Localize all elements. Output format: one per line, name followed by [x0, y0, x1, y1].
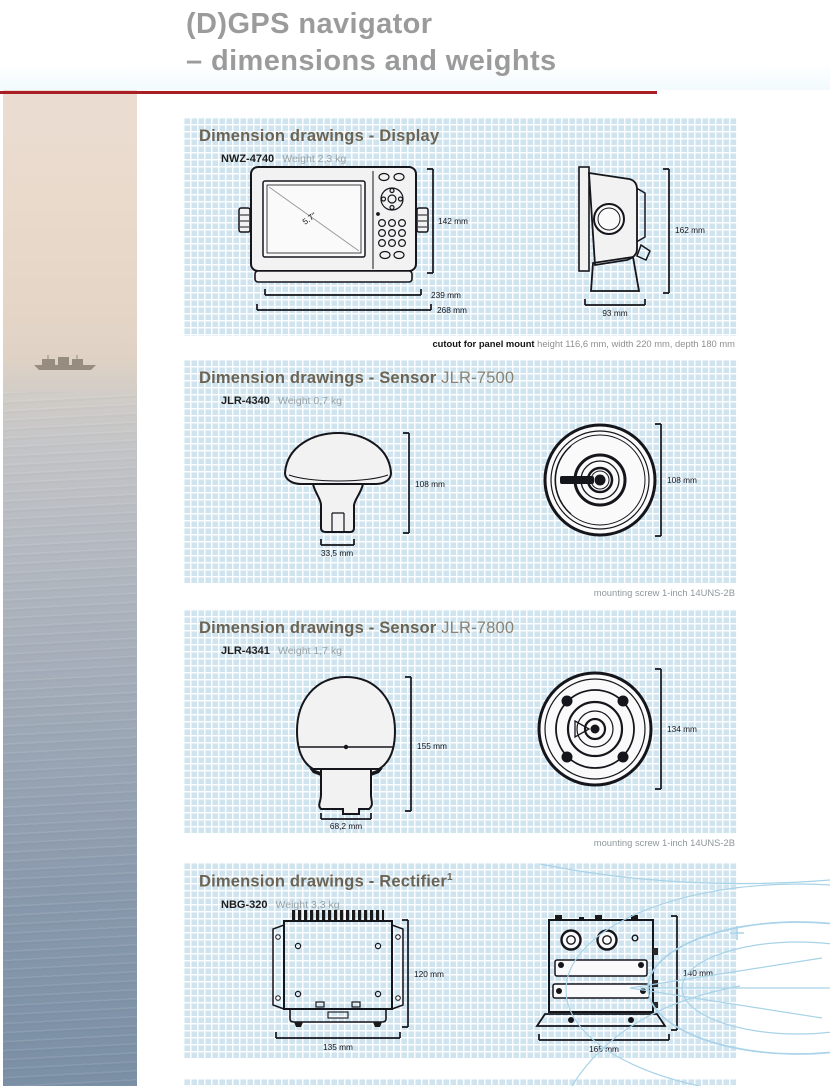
sensor-7500-side-drawing [271, 425, 451, 566]
weight-label: Weight 1,7 kg [277, 645, 342, 657]
weight-label: Weight 0,7 kg [277, 395, 342, 407]
dimension-label-height: 162 mm [675, 225, 705, 235]
panel-heading-superscript: 1 [447, 872, 453, 883]
dimension-label-width: 68,2 mm [329, 821, 363, 831]
panel-note-cutout [183, 338, 735, 349]
sensor-7800-top-drawing [533, 659, 713, 814]
panel-heading-text: Dimension drawings - Sensor [199, 369, 437, 387]
rectifier-side-drawing [535, 908, 765, 1063]
mounting-note: mounting screw 1-inch 14UNS-2B [593, 837, 735, 848]
panel-heading [199, 872, 737, 892]
panel-heading-text: Dimension drawings - Sensor [199, 619, 437, 637]
panel-heading-suffix: JLR-7500 [436, 369, 515, 387]
note-bold: cutout for panel mount [432, 338, 535, 349]
sensor-7500-top-drawing [528, 410, 708, 555]
panel-heading [199, 619, 737, 638]
panel-sensor-jlr7500 [183, 359, 737, 583]
panel-display [183, 117, 737, 336]
dimension-label-width-outer: 268 mm [437, 305, 467, 315]
title-line-1: (D)GPS navigator [186, 8, 433, 40]
dimension-label-height: 140 mm [683, 968, 713, 978]
sea-texture [3, 392, 137, 1086]
bottom-panel-strip [183, 1078, 737, 1086]
dimension-label-diameter: 108 mm [667, 475, 697, 485]
note-rest: height 116,6 mm, width 220 mm, depth 180 mm [534, 338, 735, 349]
dimension-label-height: 142 mm [438, 216, 468, 226]
model-label: NBG-320 [221, 898, 268, 911]
panel-heading-text: Dimension drawings - Rectifier [199, 872, 448, 891]
dimension-label-width: 165 mm [589, 1044, 619, 1054]
model-label: JLR-4341 [221, 645, 270, 657]
ocean-photo-strip [3, 0, 137, 1086]
dimension-label-diameter: 134 mm [667, 724, 697, 734]
weight-label: Weight 2,3 kg [282, 153, 347, 165]
dimension-label-height: 108 mm [415, 479, 445, 489]
weight-label: Weight 3,3 kg [275, 898, 340, 911]
panel-heading [199, 369, 737, 388]
display-side-drawing [565, 161, 735, 324]
panel-heading-suffix: JLR-7800 [436, 619, 515, 637]
model-row [221, 395, 737, 407]
dimension-label-width: 135 mm [323, 1042, 353, 1052]
panel-sensor-jlr7800 [183, 609, 737, 833]
screen-size-label: 5.7" [300, 210, 319, 227]
red-divider [0, 91, 657, 94]
panel-heading-text: Dimension drawings - Display [199, 127, 440, 145]
display-front-drawing [235, 161, 477, 326]
ship-silhouette [30, 352, 102, 372]
dimension-label-height: 155 mm [417, 741, 447, 751]
rectifier-front-drawing [268, 910, 513, 1061]
model-label: NWZ-4740 [221, 153, 275, 165]
model-row [221, 645, 737, 657]
panel-rectifier [183, 862, 737, 1058]
panel-heading [199, 127, 737, 146]
dimension-label-width-inner: 239 mm [431, 290, 461, 300]
model-label: JLR-4340 [221, 395, 270, 407]
dimension-label-width: 33,5 mm [320, 548, 354, 558]
dimension-label-width: 93 mm [602, 308, 628, 318]
sensor-7800-side-drawing [271, 669, 456, 836]
page-title [186, 6, 557, 80]
mounting-note: mounting screw 1-inch 14UNS-2B [593, 587, 735, 598]
dimension-label-height: 120 mm [414, 969, 444, 979]
title-line-2: – dimensions and weights [186, 45, 557, 77]
